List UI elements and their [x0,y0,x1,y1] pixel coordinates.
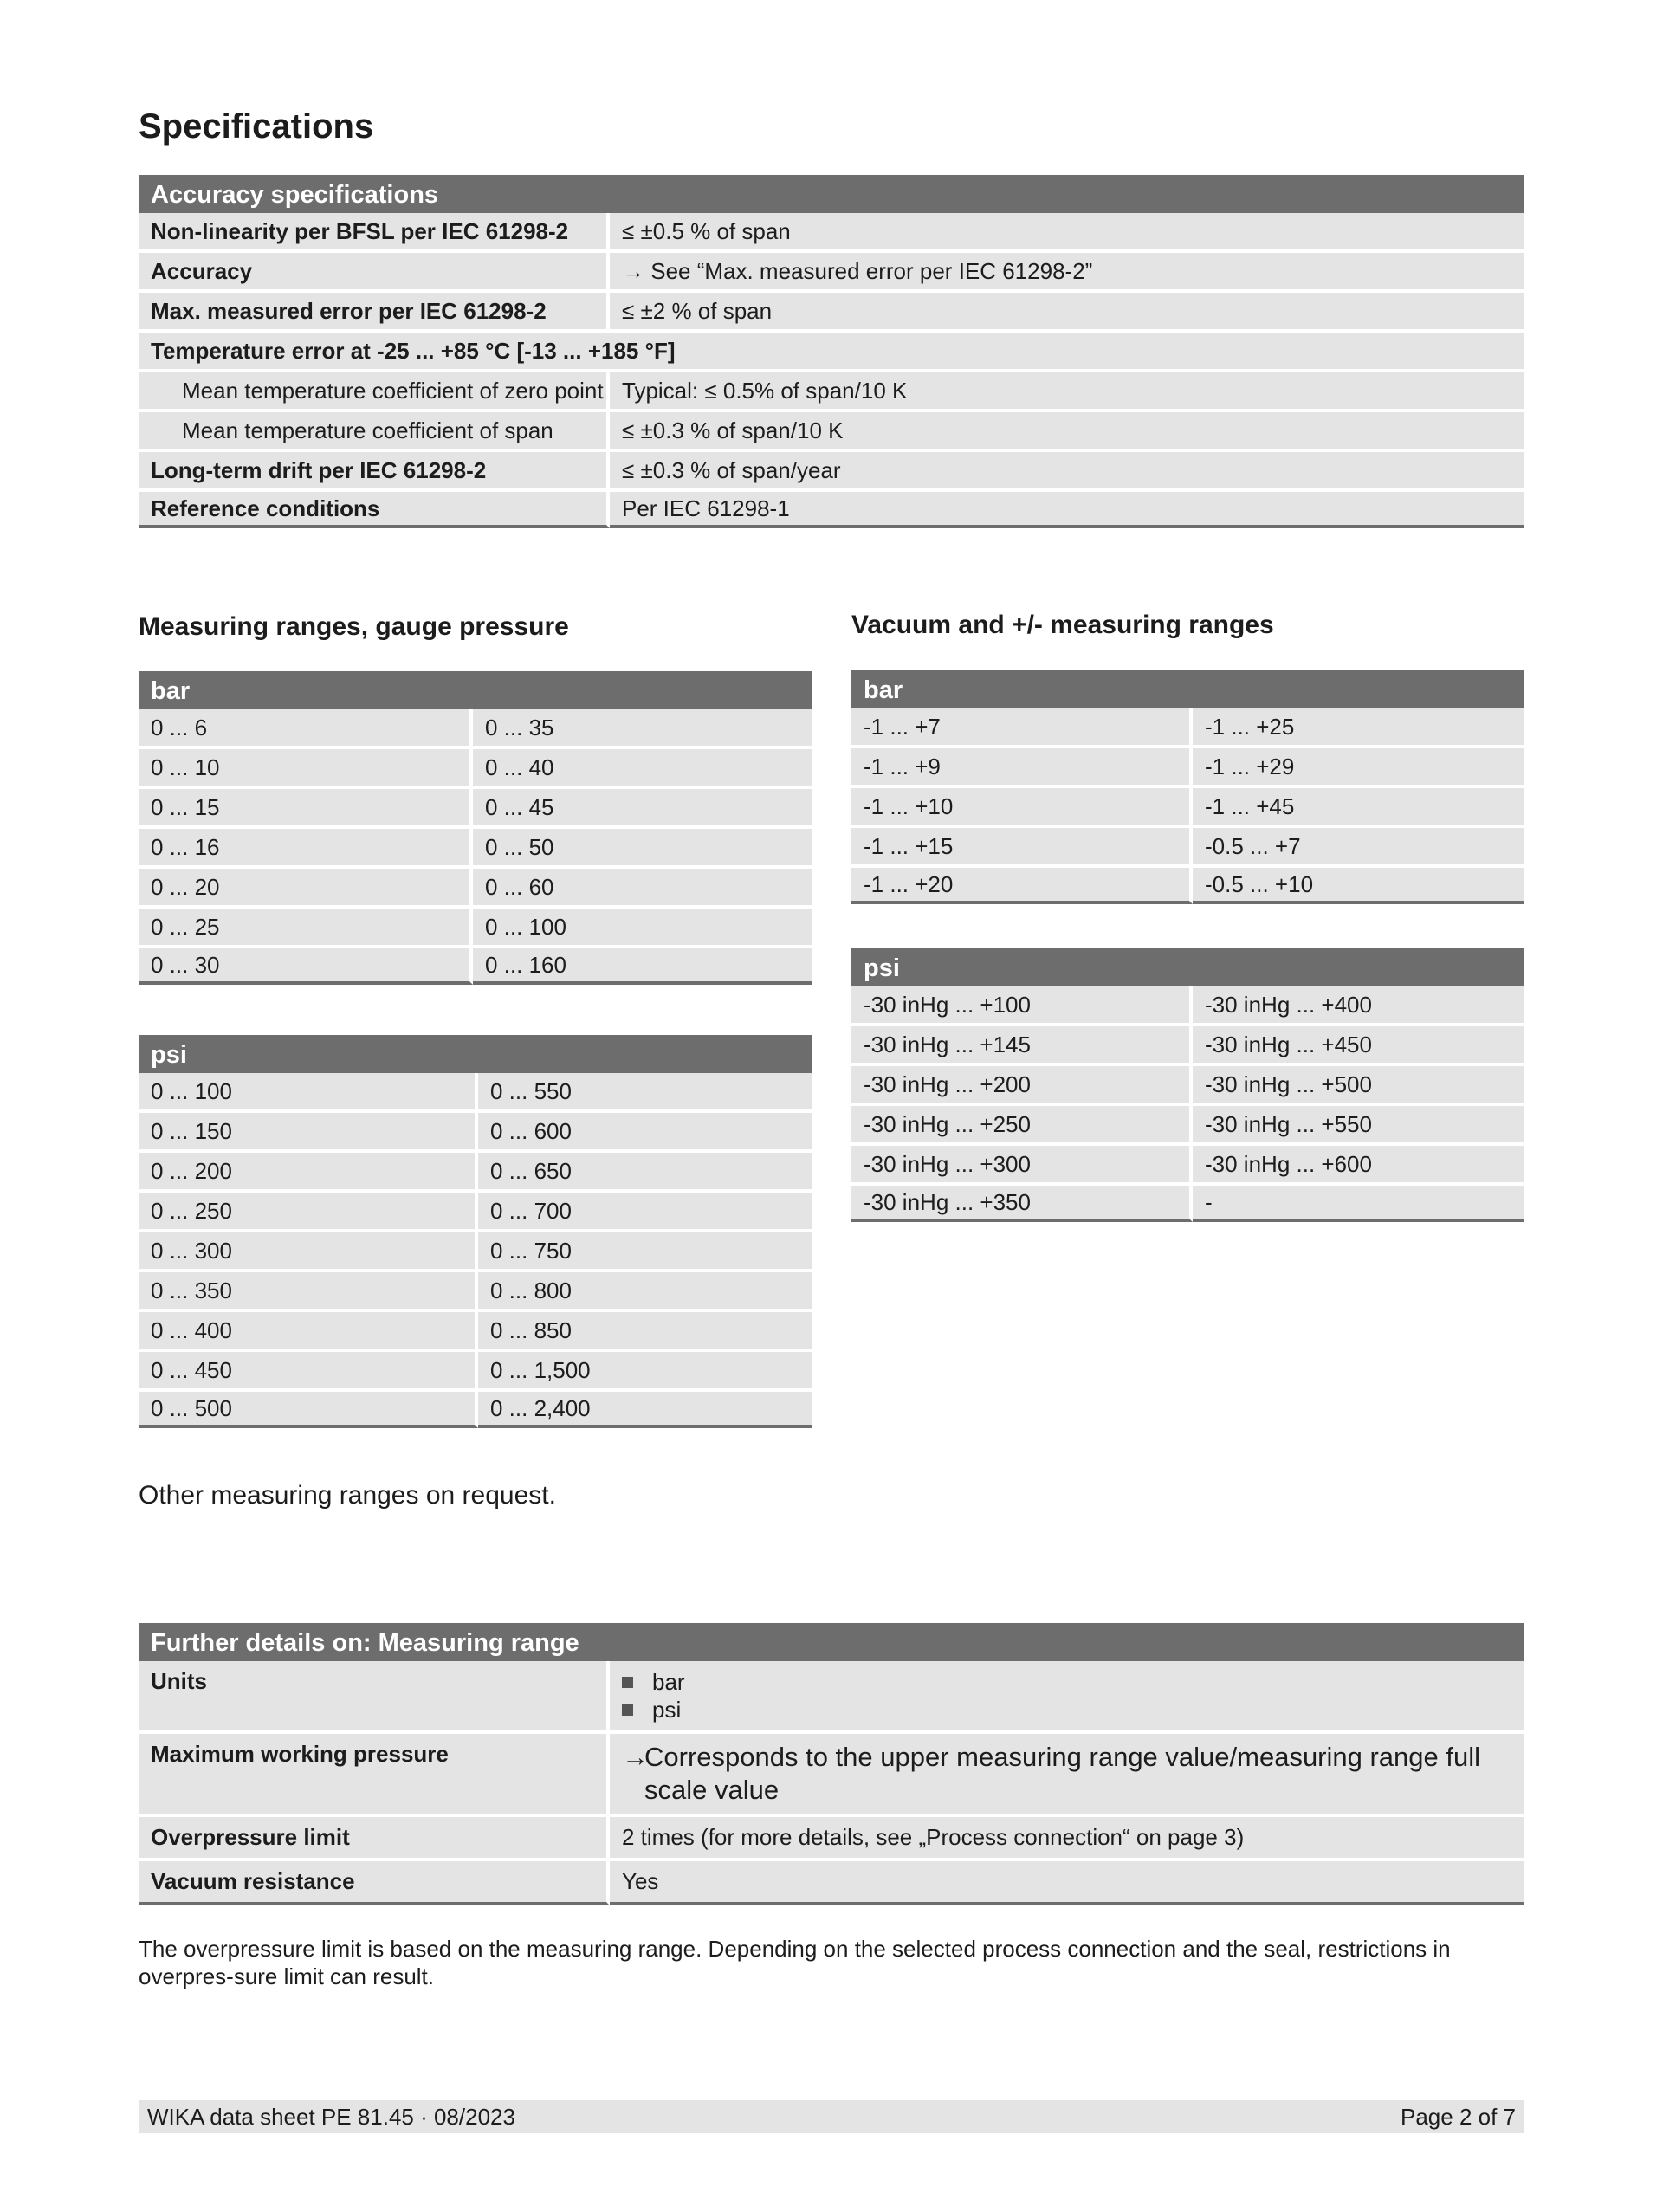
gauge-psi-table [139,1035,812,1432]
table-row [139,253,1524,289]
range-cell: 0 ... 400 [139,1312,478,1349]
range-cell: 0 ... 800 [478,1272,812,1309]
table-row [851,1106,1524,1142]
range-cell: -30 inHg ... +300 [851,1146,1193,1182]
range-cell: 0 ... 100 [139,1073,478,1109]
table-row [139,948,812,985]
range-cell: 0 ... 650 [478,1153,812,1189]
range-cell: 0 ... 60 [473,869,812,905]
range-cell: 0 ... 15 [139,789,473,825]
range-cell: 0 ... 50 [473,829,812,865]
spec-label: Non-linearity per BFSL per IEC 61298-2 [139,213,610,249]
vacuum-bar-header: bar [851,670,1524,708]
spec-label: Max. measured error per IEC 61298-2 [139,293,610,329]
spec-value: Per IEC 61298-1 [610,492,1524,528]
range-cell: -0.5 ... +10 [1193,868,1524,904]
table-row [139,1661,1524,1730]
table-row [139,1392,812,1428]
spec-label: Long-term drift per IEC 61298-2 [139,452,610,488]
other-ranges-note: Other measuring ranges on request. [139,1481,556,1510]
max-pressure-value: Corresponds to the upper measuring range value/measuring range full scale value [644,1742,1481,1805]
table-row [139,1193,812,1229]
spec-label: Units [139,1661,610,1730]
spec-label: Maximum working pressure [139,1734,610,1814]
gauge-bar-header: bar [139,671,812,709]
range-cell: 0 ... 550 [478,1073,812,1109]
arrow-right-icon: → [622,1742,649,1772]
table-row [139,1861,1524,1905]
range-cell: 0 ... 6 [139,709,473,746]
range-cell: 0 ... 150 [139,1113,478,1149]
units-list-cell [610,1661,1524,1730]
spec-sub-label: Mean temperature coefficient of span [139,412,610,449]
spec-label: Overpressure limit [139,1817,610,1858]
range-cell: -1 ... +7 [851,708,1193,745]
range-cell: -30 inHg ... +550 [1193,1106,1524,1142]
range-cell: 0 ... 200 [139,1153,478,1189]
table-row [139,1272,812,1309]
range-cell: -30 inHg ... +350 [851,1186,1193,1222]
range-cell: -1 ... +9 [851,748,1193,785]
table-row [139,372,1524,409]
table-row [851,1146,1524,1182]
page-number: Page 2 of 7 [1401,2104,1516,2130]
list-item [622,1696,1512,1724]
table-row [139,709,812,746]
range-cell: 0 ... 850 [478,1312,812,1349]
table-row [139,412,1524,449]
range-cell: 0 ... 100 [473,909,812,945]
range-cell: 0 ... 160 [473,948,812,985]
range-cell: 0 ... 30 [139,948,473,985]
table-row [851,1186,1524,1222]
table-row [851,788,1524,825]
table-row [139,293,1524,329]
range-cell: 0 ... 350 [139,1272,478,1309]
table-row [139,869,812,905]
table-row [139,1073,812,1109]
table-row [139,1734,1524,1814]
table-row [139,1312,812,1349]
spec-value: ≤ ±0.5 % of span [610,213,1524,249]
spec-value: 2 times (for more details, see „Process connection“ on page 3) [610,1817,1524,1858]
spec-value: ≤ ±2 % of span [610,293,1524,329]
table-row [139,1153,812,1189]
table-row [851,986,1524,1023]
unit-label: psi [652,1697,682,1723]
range-cell: -1 ... +20 [851,868,1193,904]
table-row [139,789,812,825]
table-row [139,333,1524,369]
spec-value: Yes [610,1861,1524,1905]
square-bullet-icon [622,1677,633,1688]
range-cell: -1 ... +10 [851,788,1193,825]
vacuum-ranges-heading: Vacuum and +/- measuring ranges [851,611,1274,639]
spec-value: ≤ ±0.3 % of span/10 K [610,412,1524,449]
range-cell: 0 ... 500 [139,1392,478,1428]
accuracy-table-header: Accuracy specifications [139,175,1524,213]
range-cell: 0 ... 300 [139,1232,478,1269]
accuracy-specifications-table [139,175,1524,532]
range-cell: 0 ... 16 [139,829,473,865]
table-row [851,748,1524,785]
table-row [139,1352,812,1388]
table-row [851,708,1524,745]
units-list [622,1668,1512,1724]
further-details-table [139,1623,1524,1909]
table-row [139,492,1524,528]
range-cell: 0 ... 40 [473,749,812,786]
range-cell: 0 ... 450 [139,1352,478,1388]
page-title: Specifications [139,107,374,146]
range-cell: 0 ... 700 [478,1193,812,1229]
range-cell: 0 ... 25 [139,909,473,945]
table-row [851,868,1524,904]
table-row [139,829,812,865]
table-row [851,1066,1524,1103]
spec-sub-label: Mean temperature coefficient of zero point [139,372,610,409]
overpressure-footnote: The overpressure limit is based on the measuring range. Depending on the selected process connection and the seal, restrictions in overpres-sure limit can result. [139,1936,1451,1989]
table-row [851,1026,1524,1063]
range-cell: - [1193,1186,1524,1222]
spec-label: Accuracy [139,253,610,289]
spec-label: Vacuum resistance [139,1861,610,1905]
range-cell: 0 ... 35 [473,709,812,746]
range-cell: -30 inHg ... +250 [851,1106,1193,1142]
range-cell: -30 inHg ... +100 [851,986,1193,1023]
datasheet-reference: WIKA data sheet PE 81.45 · 08/2023 [147,2104,515,2130]
range-cell: -30 inHg ... +200 [851,1066,1193,1103]
range-cell: -30 inHg ... +145 [851,1026,1193,1063]
table-row [139,1113,812,1149]
range-cell: -0.5 ... +7 [1193,828,1524,864]
range-cell: -30 inHg ... +600 [1193,1146,1524,1182]
vacuum-psi-table [851,948,1524,1226]
range-cell: 0 ... 20 [139,869,473,905]
range-cell: 0 ... 250 [139,1193,478,1229]
range-cell: -1 ... +25 [1193,708,1524,745]
range-cell: -1 ... +29 [1193,748,1524,785]
table-row [139,749,812,786]
table-row [851,828,1524,864]
table-row [139,213,1524,249]
vacuum-psi-header: psi [851,948,1524,986]
range-cell: -1 ... +45 [1193,788,1524,825]
range-cell: 0 ... 10 [139,749,473,786]
range-cell: 0 ... 2,400 [478,1392,812,1428]
list-item [622,1668,1512,1696]
table-row [139,909,812,945]
page-footer [139,2100,1524,2133]
unit-label: bar [652,1669,685,1695]
gauge-psi-header: psi [139,1035,812,1073]
table-row [139,1232,812,1269]
range-cell: -30 inHg ... +450 [1193,1026,1524,1063]
table-row [139,1817,1524,1858]
spec-value: Typical: ≤ 0.5% of span/10 K [610,372,1524,409]
gauge-bar-table [139,671,812,988]
spec-value [610,1734,1524,1814]
range-cell: 0 ... 1,500 [478,1352,812,1388]
range-cell: -1 ... +15 [851,828,1193,864]
table-row [139,452,1524,488]
range-cell: 0 ... 600 [478,1113,812,1149]
spec-value: ≤ ±0.3 % of span/year [610,452,1524,488]
gauge-pressure-heading: Measuring ranges, gauge pressure [139,612,569,641]
spec-label: Reference conditions [139,492,610,528]
spec-group-label: Temperature error at -25 ... +85 °C [-13 ... +185 °F] [139,333,1524,369]
square-bullet-icon [622,1704,633,1716]
vacuum-bar-table [851,670,1524,908]
range-cell: -30 inHg ... +400 [1193,986,1524,1023]
spec-value: → See “Max. measured error per IEC 61298-2” [610,253,1524,289]
further-details-header: Further details on: Measuring range [139,1623,1524,1661]
range-cell: -30 inHg ... +500 [1193,1066,1524,1103]
range-cell: 0 ... 750 [478,1232,812,1269]
range-cell: 0 ... 45 [473,789,812,825]
